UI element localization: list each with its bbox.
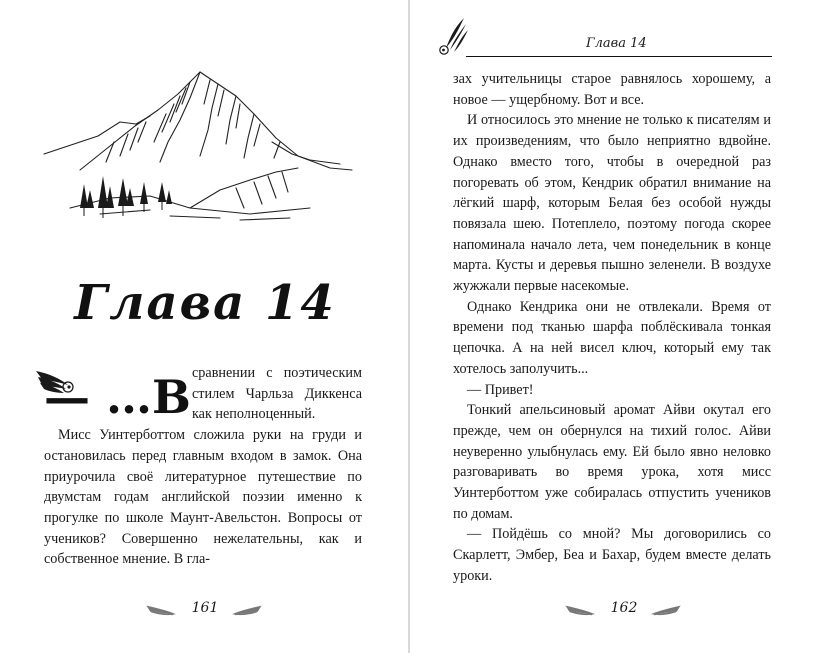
paragraph: И относилось это мнение не только к писателям и их произведениям, что было неприятно вдвойне. Однако вместо того, чтобы в очередной раз погоревать об этом, Кендрик обратил внимание на лёгкий шарф, которым Белая без особой нужды повязала шею. Потеплело, поэтому погода скорее напоминала начало лета, чем понедельник в конце марта. Кусты и деревья пышно зеленели. В воздухе жужжали первые насекомые. [453,112,771,295]
paragraph: — Пойдёшь со мной? Мы договорились со Скарлетт, Эмбер, Беа и Бахар, будем вместе делать уроки. [453,526,771,584]
page-number-left [145,600,265,622]
left-page-body [44,363,362,570]
paragraph: Мисс Уинтерботтом сложила руки на груди и остановилась перед главным входом в замок. Она приурочила своё литературное путешествие по двумстам годам английской поэзии именно к прогулке по школе Маунт-Авельстон. Вопросы от учеников? Совершенно нежелательны, как и собственное мнение. В гла- [44,427,362,568]
wing-icon [436,16,470,56]
wing-icon [231,602,263,618]
wing-icon [564,602,596,618]
page-number: 162 [610,600,638,616]
right-page-body [453,69,771,587]
mountain-illustration [40,58,360,230]
paragraph: — Привет! [467,381,534,398]
running-head [466,38,772,57]
wing-icon [145,602,177,618]
running-head-title: Глава 14 [586,36,647,51]
chapter-title: Глава 14 [74,275,336,331]
paragraph: Тонкий апельсиновый аромат Айви окутал его прежде, чем он обернулся на тихий голос. Айви неуверенно улыбнулась ему. Ей было явно неловко разговаривать во время урока, хотя мисс Уинтерботтом уже собиралась отпустить учеников по домам. [453,402,771,522]
page-number-right [564,600,684,622]
paragraph: Однако Кендрика они не отвлекали. Время от времени под тканью шарфа поблёскивала тонкая цепочка. А на ней висел ключ, который ему так хотелось заполучить... [453,298,771,377]
dropcap: — …В [44,370,191,424]
book-gutter [408,0,410,653]
wing-icon [650,602,682,618]
paragraph: зах учительницы старое равнялось хорошему, а новое — ущербному. Вот и все. [453,71,771,108]
dropcap-block [44,363,190,425]
paragraph: сравнении с поэтическим стилем Чарльза Диккенса как неполноценный. [192,365,362,423]
page-number: 161 [191,600,219,616]
